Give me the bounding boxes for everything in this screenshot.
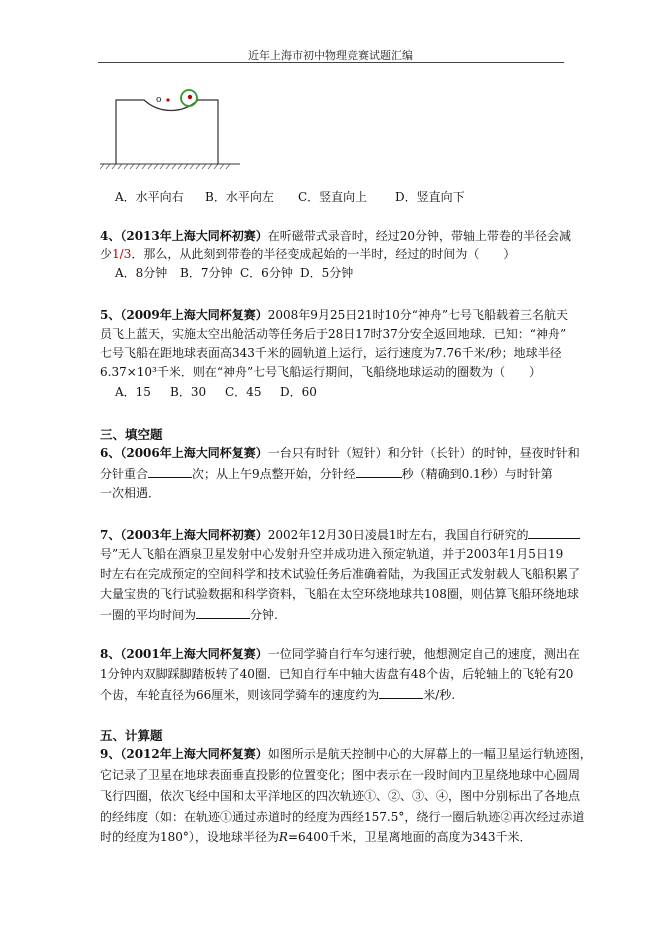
option-d: D．60 xyxy=(280,385,317,399)
blank-2 xyxy=(356,466,402,478)
q6-line2: 分针重合 次；从上午9点整开始，分针经 秒（精确到0.1秒）与时针第 xyxy=(100,467,553,481)
q4-line1: 4、（2013年上海大同杯初赛）在听磁带式录音时，经过20分钟，带轴上带卷的半径会减 xyxy=(100,229,572,243)
groove-figure xyxy=(100,80,240,170)
q4-options xyxy=(115,266,353,280)
q5-line2: 员飞上蓝天，实施太空出舱活动等任务后于28日17时37分安全返回地球．已知：“神舟” xyxy=(100,327,567,341)
q5-line3: 七号飞船在距地球表面高343千米的圆轨道上运行，运行速度为7.76千米/秒；地球半径 xyxy=(100,346,562,360)
q9-line2: 它记录了卫星在地球表面垂直投影的位置变化；图中表示在一段时间内卫星绕地球中心圆周 xyxy=(100,768,581,782)
q4-line2: 少1/3．那么，从此刻到带卷的半径变成起始的一半时，经过的时间为（ ） xyxy=(100,247,516,261)
option-c: C．45 xyxy=(225,385,262,399)
q3-options xyxy=(115,190,465,204)
option-d: D．5分钟 xyxy=(300,266,354,280)
q8-line1: 8、（2001年上海大同杯复赛）一位同学骑自行车匀速行驶，他想测定自己的速度，测出在 xyxy=(100,647,580,661)
q9-line3: 飞行四圈，依次飞经中国和太平洋地区的四次轨迹①、②、③、④，图中分别标出了各地点 xyxy=(100,789,581,803)
q7-line2: 号”无人飞船在酒泉卫星发射中心发射升空并成功进入预定轨道，并于2003年1月5日19 xyxy=(100,547,564,561)
q9-line5: 时的经度为180°），设地球半径为R=6400千米，卫星离地面的高度为343千米． xyxy=(100,830,532,844)
center-label-o: o xyxy=(156,95,162,105)
section-calc-title: 五、计算题 xyxy=(100,728,163,743)
option-d: D．竖直向下 xyxy=(395,190,465,204)
option-a: A．15 xyxy=(115,385,151,399)
q5-line1: 5、（2009年上海大同杯复赛）2008年9月25日21时10分“神舟”七号飞船载着三名航天 xyxy=(100,308,569,322)
q8-line2: 1分钟内双脚踩脚踏板转了40圈．已知自行车中轴大齿盘有48个齿，后轮轴上的飞轮有20 xyxy=(100,667,574,681)
header-divider xyxy=(98,62,564,63)
blank-1 xyxy=(379,687,423,699)
q5-line4: 6.37×10³千米．则在“神舟”七号飞船运行期间，飞船绕地球运动的圈数为（ ） xyxy=(100,365,542,379)
q7-line5: 一圈的平均时间为 分钟. xyxy=(100,608,278,622)
page-header: 近年上海市初中物理竞赛试题汇编 xyxy=(248,49,413,62)
q6-line3: 一次相遇． xyxy=(100,486,161,500)
option-a: A．水平向右 xyxy=(115,190,184,204)
q6-line1: 6、（2006年上海大同杯复赛）一台只有时针（短针）和分针（长针）的时钟，昼夜时针和 xyxy=(100,446,580,460)
q7-line3: 时左右在完成预定的空间科学和技术试验任务后准确着陆，为我国正式发射载人飞船积累了 xyxy=(100,567,581,581)
q8-line3: 个齿，车轮直径为66厘米，则该同学骑车的速度约为 米/秒. xyxy=(100,688,456,702)
blank-1 xyxy=(528,527,580,539)
option-c: C．竖直向上 xyxy=(298,190,368,204)
q5-options xyxy=(115,385,317,399)
blank-2 xyxy=(196,607,250,619)
fraction-one-third: 1/3 xyxy=(112,247,132,261)
q7-line4: 大量宝贵的飞行试验数据和科学资料，飞船在太空环绕地球共108圈，则估算飞船环绕地球 xyxy=(100,587,579,601)
q9-line4: 的经纬度（如：在轨迹①通过赤道时的经度为西经157.5°，绕行一圈后轨迹②再次经过赤道 xyxy=(100,810,585,824)
option-b: B．7分钟 xyxy=(180,266,233,280)
blank-1 xyxy=(148,466,192,478)
q9-line1: 9、（2012年上海大同杯复赛）如图所示是航天控制中心的大屏幕上的一幅卫星运行轨迹图， xyxy=(100,747,592,761)
section-fill-blank-title: 三、填空题 xyxy=(100,427,163,442)
option-a: A．8分钟 xyxy=(115,266,168,280)
option-b: B．30 xyxy=(170,385,207,399)
option-c: C．6分钟 xyxy=(240,266,293,280)
option-b: B．水平向左 xyxy=(205,190,274,204)
q7-line1: 7、（2003年上海大同杯初赛）2002年12月30日凌晨1时左右，我国自行研究的 xyxy=(100,527,580,542)
